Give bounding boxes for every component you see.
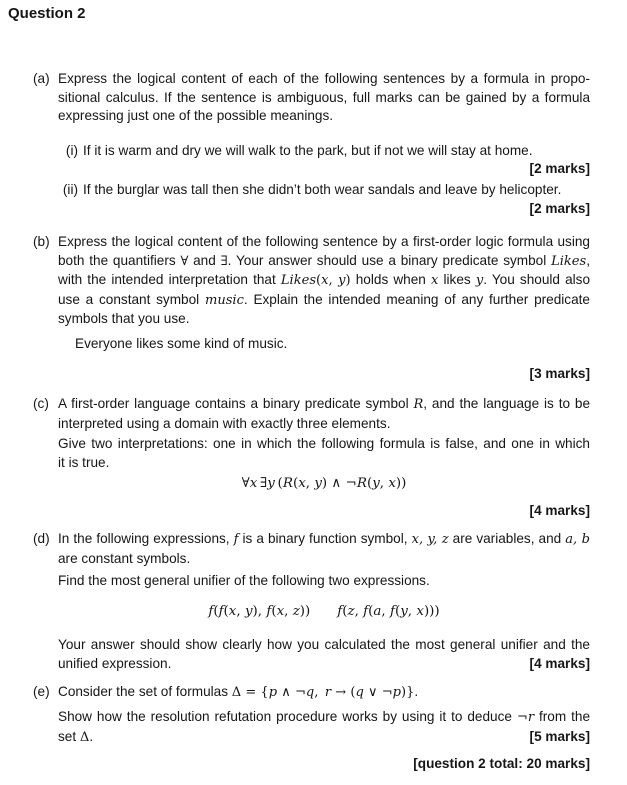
math-segment: x xyxy=(321,273,329,289)
quoted-sentence: Everyone likes some kind of music. xyxy=(75,336,288,351)
text-segment: Consider the set of formulas xyxy=(58,684,232,699)
text-segment: , xyxy=(586,252,591,268)
text-segment: with the intended interpretation that xyxy=(58,272,281,288)
part-e-line-1 xyxy=(58,683,590,703)
math-segment: Δ xyxy=(79,729,90,745)
text-segment: is a binary function symbol, xyxy=(238,531,412,546)
math-segment: ( xyxy=(213,604,219,619)
answer-line-2-text xyxy=(58,656,171,671)
part-d xyxy=(33,530,590,568)
math-segment: x xyxy=(431,273,439,289)
math-segment: , xyxy=(314,685,325,700)
logic-formula xyxy=(58,474,590,494)
math-segment: , xyxy=(407,604,417,619)
part-d-answer xyxy=(58,636,590,673)
text-segment: Your answer should show clearly how you calculated the most general unifier and the xyxy=(58,637,590,652)
math-segment: y xyxy=(314,476,322,491)
text-segment: use a constant symbol xyxy=(58,291,205,307)
text-segment: from the xyxy=(534,709,590,724)
math-segment: , xyxy=(305,476,315,491)
math-segment: ( xyxy=(366,476,373,491)
part-c-label: (c) xyxy=(33,396,49,411)
math-segment: x xyxy=(228,604,237,619)
math-segment: q xyxy=(305,685,315,700)
math-segment: y xyxy=(400,604,408,619)
math-segment: R xyxy=(413,397,424,412)
sub-i-label: (i) xyxy=(65,143,78,158)
math-segment: x, y, z xyxy=(411,532,449,547)
text-segment: . xyxy=(414,684,419,699)
text-segment: . xyxy=(89,728,94,744)
unifier-expressions xyxy=(58,602,590,622)
part-b xyxy=(33,233,591,329)
math-segment: y xyxy=(475,273,484,289)
math-segment: ), xyxy=(252,604,267,619)
math-segment: , xyxy=(284,604,293,619)
marks-e: [5 marks] xyxy=(529,728,590,744)
math-segment: r xyxy=(527,710,535,725)
math-segment: y xyxy=(338,273,346,289)
text-segment: Show how the resolution refutation procedure works by using it to deduce xyxy=(58,709,517,724)
math-segment: x xyxy=(276,604,285,619)
sub-ii-text: If the burglar was tall then she didn’t both wear sandals and leave by helicopter. xyxy=(83,182,562,197)
math-segment: f xyxy=(218,604,224,619)
text-segment: . You should also xyxy=(483,272,591,288)
math-segment: z xyxy=(292,604,300,619)
part-a-intro xyxy=(58,70,590,126)
marks-a-i: [2 marks] xyxy=(529,161,590,176)
text-segment: unified expression. xyxy=(58,655,172,671)
answer-line-1 xyxy=(58,636,590,655)
math-segment: y xyxy=(372,476,380,491)
text-segment: sitional calculus. If the sentence is ambiguous, full marks can be gained by a formula xyxy=(58,89,590,105)
part-e-line-3-text xyxy=(58,729,93,744)
text-segment: holds when xyxy=(350,272,431,288)
math-segment: R xyxy=(356,476,367,491)
part-e xyxy=(33,683,590,703)
sub-ii-label: (ii) xyxy=(62,182,78,197)
part-b-label: (b) xyxy=(33,234,50,249)
math-segment: ( xyxy=(274,476,283,491)
text-line xyxy=(58,454,590,473)
math-segment: , xyxy=(328,273,339,289)
math-segment: f xyxy=(389,604,395,619)
math-segment: x xyxy=(416,604,424,619)
math-segment: , xyxy=(236,604,245,619)
math-segment: ∀ xyxy=(241,476,250,491)
part-c-intro xyxy=(58,395,590,433)
part-e-line-3 xyxy=(58,728,590,748)
math-segment: , xyxy=(381,604,390,619)
math-segment: f xyxy=(337,604,343,619)
text-segment: expressing just one of the possible meanings. xyxy=(58,108,334,124)
text-segment: and xyxy=(188,252,221,268)
math-segment: y xyxy=(244,604,253,619)
sub-i-text: If it is warm and dry we will walk to the park, but if not we will stay at home. xyxy=(83,143,533,158)
math-segment: f xyxy=(266,604,272,619)
part-c xyxy=(33,395,591,433)
math-segment: ))) xyxy=(423,604,440,619)
part-a-label: (a) xyxy=(33,71,50,86)
text-line xyxy=(58,89,590,108)
part-d-find xyxy=(58,572,590,591)
math-segment: ( xyxy=(342,604,348,619)
math-segment: x xyxy=(298,476,306,491)
text-segment: . Your answer should use a binary predicate symbol xyxy=(227,252,552,268)
math-segment: f xyxy=(233,532,239,547)
math-segment: a, b xyxy=(565,532,590,547)
math-segment: ( xyxy=(292,476,299,491)
text-segment: are variables, and xyxy=(448,531,566,546)
math-segment: ∧ ¬ xyxy=(277,685,306,700)
math-segment: ¬ xyxy=(516,710,528,725)
part-a-sub-ii xyxy=(62,181,590,200)
math-segment: p xyxy=(392,685,401,700)
math-segment: ( xyxy=(223,604,229,619)
find-unifier-text: Find the most general unifier of the following two expressions. xyxy=(58,573,430,588)
math-segment: )} xyxy=(400,685,415,700)
text-segment: set xyxy=(58,728,80,744)
math-segment: ) xyxy=(345,273,351,289)
math-segment: )) xyxy=(299,604,311,619)
text-segment: Give two interpretations: one in which the following formula is false, and one in which xyxy=(58,436,590,451)
math-segment: p xyxy=(268,685,278,700)
text-line xyxy=(58,415,590,434)
text-line xyxy=(58,291,590,311)
text-line xyxy=(58,271,590,291)
math-segment: Likes xyxy=(551,253,587,269)
math-segment: , xyxy=(354,604,364,619)
marks-b: [3 marks] xyxy=(529,366,590,381)
math-segment: f xyxy=(363,604,369,619)
math-segment: ) ∧ ¬ xyxy=(321,476,357,491)
part-e-body xyxy=(58,708,590,747)
answer-line-2 xyxy=(58,655,590,674)
text-segment: Express the logical content of the following sentence by a first-order logic formula using xyxy=(58,234,590,249)
math-segment: ∃ xyxy=(220,253,228,269)
math-segment: a xyxy=(373,604,382,619)
question-title: Question 2 xyxy=(8,5,86,22)
text-segment: Express the logical content of each of the following sentences by a formula in propo- xyxy=(58,71,590,86)
math-segment: music xyxy=(204,292,244,308)
expression-2 xyxy=(337,603,439,619)
math-segment: z xyxy=(347,604,355,619)
text-line xyxy=(58,310,590,329)
marks-d: [4 marks] xyxy=(529,655,590,671)
part-d-label: (d) xyxy=(33,531,50,546)
math-segment: ( xyxy=(271,604,277,619)
part-c-para xyxy=(58,435,590,472)
math-segment: )) xyxy=(395,476,407,491)
text-segment: interpreted using a domain with exactly three elements. xyxy=(58,415,391,431)
text-segment: are constant symbols. xyxy=(58,550,191,566)
math-segment: R xyxy=(282,476,293,491)
math-segment: ( xyxy=(368,604,374,619)
text-segment: . Explain the intended meaning of any further predicate xyxy=(243,291,590,307)
expression-1 xyxy=(208,603,310,619)
part-e-label: (e) xyxy=(33,684,50,699)
text-segment: symbols that you use. xyxy=(58,311,190,327)
math-segment: , xyxy=(379,476,389,491)
question-total: [question 2 total: 20 marks] xyxy=(413,756,590,771)
text-line xyxy=(58,70,590,89)
text-line xyxy=(58,107,590,126)
math-segment: y xyxy=(267,476,275,491)
part-e-line-2 xyxy=(58,708,590,728)
math-segment: f xyxy=(208,604,214,619)
math-segment: ( xyxy=(316,273,322,289)
text-segment: A first-order language contains a binary predicate symbol xyxy=(58,396,414,411)
text-line xyxy=(58,252,590,272)
math-segment: q xyxy=(355,685,364,700)
text-segment: it is true. xyxy=(58,454,110,470)
math-segment: x xyxy=(388,476,396,491)
text-segment: both the quantifiers xyxy=(58,252,181,268)
math-segment: Likes xyxy=(280,273,317,289)
math-segment: ∨ ¬ xyxy=(363,685,393,700)
text-line xyxy=(58,233,590,252)
part-c-para-lines xyxy=(58,435,590,472)
math-segment: Δ = { xyxy=(231,685,269,700)
part-a xyxy=(33,70,590,126)
marks-a-ii: [2 marks] xyxy=(529,201,590,216)
part-a-sub-i xyxy=(65,142,590,161)
text-segment: , and the language is to be xyxy=(423,396,591,411)
text-segment: In the following expressions, xyxy=(58,531,234,546)
part-d-intro xyxy=(58,530,590,568)
math-segment: r xyxy=(324,685,332,700)
math-segment: → ( xyxy=(331,685,356,700)
part-b-intro xyxy=(58,233,590,329)
math-segment: ∃ xyxy=(257,476,268,491)
text-line xyxy=(58,530,590,550)
marks-c: [4 marks] xyxy=(529,503,590,518)
text-segment: likes xyxy=(438,272,476,288)
text-line xyxy=(58,435,590,454)
math-segment: ∀ xyxy=(180,253,189,269)
text-line xyxy=(58,395,590,415)
math-segment: ( xyxy=(394,604,401,619)
text-line xyxy=(58,550,590,569)
math-segment: x xyxy=(249,476,258,491)
